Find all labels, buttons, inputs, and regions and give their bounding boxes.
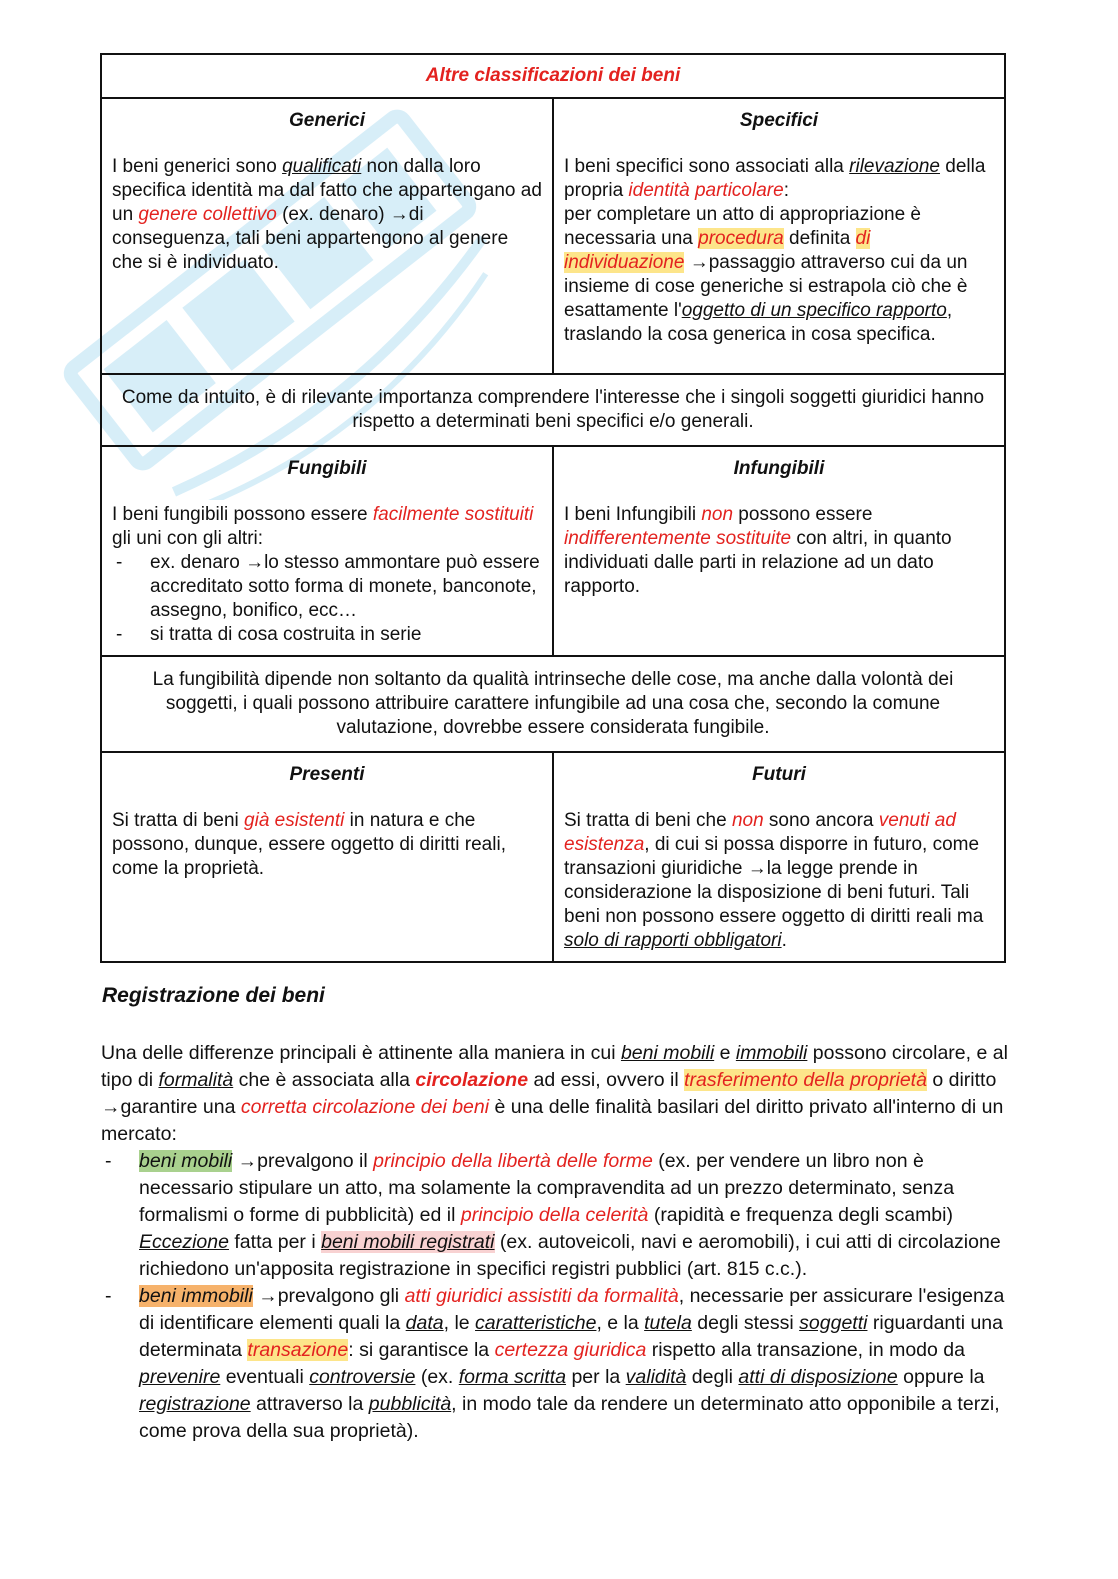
heading-specifici: Specifici xyxy=(739,110,819,131)
heading-presenti: Presenti xyxy=(289,764,365,785)
cell-infungibili xyxy=(553,446,1005,656)
cell-specifici xyxy=(553,98,1005,374)
cell-futuri xyxy=(553,752,1005,962)
text-infungibili: I beni Infungibili non possono essere indifferentemente sostituite con altri, in quanto individuati dalle parti in relazione ad un dato rapporto. xyxy=(564,504,952,597)
text-specifici: I beni specifici sono associati alla rilevazione della propria identità particolare: per completare un atto di appropriazione è necessaria una procedura definita di individuazione →passaggio attraverso cui da un insieme di cose generiche si estrapola ciò che è esattamente l'oggetto di un specifico rapporto, traslando la cosa generica in cosa specifica. xyxy=(564,156,986,345)
section-title: Registrazione dei beni xyxy=(102,984,325,1007)
list-item: - ex. denaro →lo stesso ammontare può essere accreditato sotto forma di monete, banconote, assegno, bonifico, ecc… xyxy=(112,551,542,623)
heading-futuri: Futuri xyxy=(752,764,806,785)
heading-fungibili: Fungibili xyxy=(287,458,367,479)
cell-presenti xyxy=(101,752,553,962)
classification-table xyxy=(100,53,1006,963)
heading-infungibili: Infungibili xyxy=(733,458,825,479)
table-title-cell xyxy=(101,54,1005,98)
text-futuri: Si tratta di beni che non sono ancora venuti ad esistenza, di cui si possa disporre in futuro, come transazioni giuridiche →la legge prende in considerazione la disposizione di beni futuri. Tali beni non possono essere oggetto di diritti reali ma solo di rapporti obbligatori. xyxy=(564,810,984,951)
table-title: Altre classificazioni dei beni xyxy=(425,65,681,86)
fungibili-list xyxy=(112,551,542,647)
note-fungibilita: La fungibilità dipende non soltanto da qualità intrinseche delle cose, ma anche dalla volontà dei soggetti, i quali possono attribuire carattere infungibile ad una cosa che, secondo la comune valutazione, dovrebbe essere considerata fungibile. xyxy=(101,656,1005,752)
cell-fungibili xyxy=(101,446,553,656)
section-body xyxy=(101,1040,1013,1451)
intro-paragraph: Una delle differenze principali è attinente alla maniera in cui beni mobili e immobili possono circolare, e al tipo di formalità che è associata alla circolazione ad essi, ovvero il trasferimento della proprietà o diritto →garantire una corretta circolazione dei beni è una delle finalità basilari del diritto privato all'interno di un mercato: xyxy=(101,1042,1008,1145)
heading-generici: Generici xyxy=(288,110,366,131)
list-item-beni-mobili: - beni mobili →prevalgono il principio della libertà delle forme (ex. per vendere un libro non è necessario stipulare un atto, ma solamente la compravendita ad un prezzo determinato, senza formalismi o forme di pubblicità) ed il principio della celerità (rapidità e frequenza degli scambi) Eccezione fatta per i beni mobili registrati (ex. autoveicoli, navi e aeromobili), i cui atti di circolazione richiedono un'apposita registrazione in specifici registri pubblici (art. 815 c.c.). xyxy=(101,1148,1013,1283)
list-item-beni-immobili: - beni immobili →prevalgono gli atti giuridici assistiti da formalità, necessarie per assicurare l'esigenza di identificare elementi quali la data, le caratteristiche, e la tutela degli stessi soggetti riguardanti una determinata transazione: si garantisce la certezza giuridica rispetto alla transazione, in modo da prevenire eventuali controversie (ex. forma scritta per la validità degli atti di disposizione oppure la registrazione attraverso la pubblicità, in modo tale da rendere un determinato atto opponibile a terzi, come prova della sua proprietà). xyxy=(101,1283,1013,1445)
text-presenti: Si tratta di beni già esistenti in natura e che possono, dunque, essere oggetto di diritti reali, come la proprietà. xyxy=(112,810,506,879)
list-item: - si tratta di cosa costruita in serie xyxy=(112,623,542,647)
registration-list xyxy=(101,1148,1013,1445)
text-generici: I beni generici sono qualificati non dalla loro specifica identità ma dal fatto che appartengano ad un genere collettivo (ex. denaro) →di conseguenza, tali beni appartengono al genere che si è individuato. xyxy=(112,156,542,273)
note-interesse: Come da intuito, è di rilevante importanza comprendere l'interesse che i singoli soggetti giuridici hanno rispetto a determinati beni specifici e/o generali. xyxy=(101,374,1005,446)
text-fungibili: I beni fungibili possono essere facilmente sostituiti gli uni con gli altri: - ex. denaro →lo stesso ammontare può essere accreditato sotto forma di monete, banconote, assegno, bonifico, ecc… - si tratta di cosa costruita in serie xyxy=(112,503,542,647)
cell-generici xyxy=(101,98,553,374)
